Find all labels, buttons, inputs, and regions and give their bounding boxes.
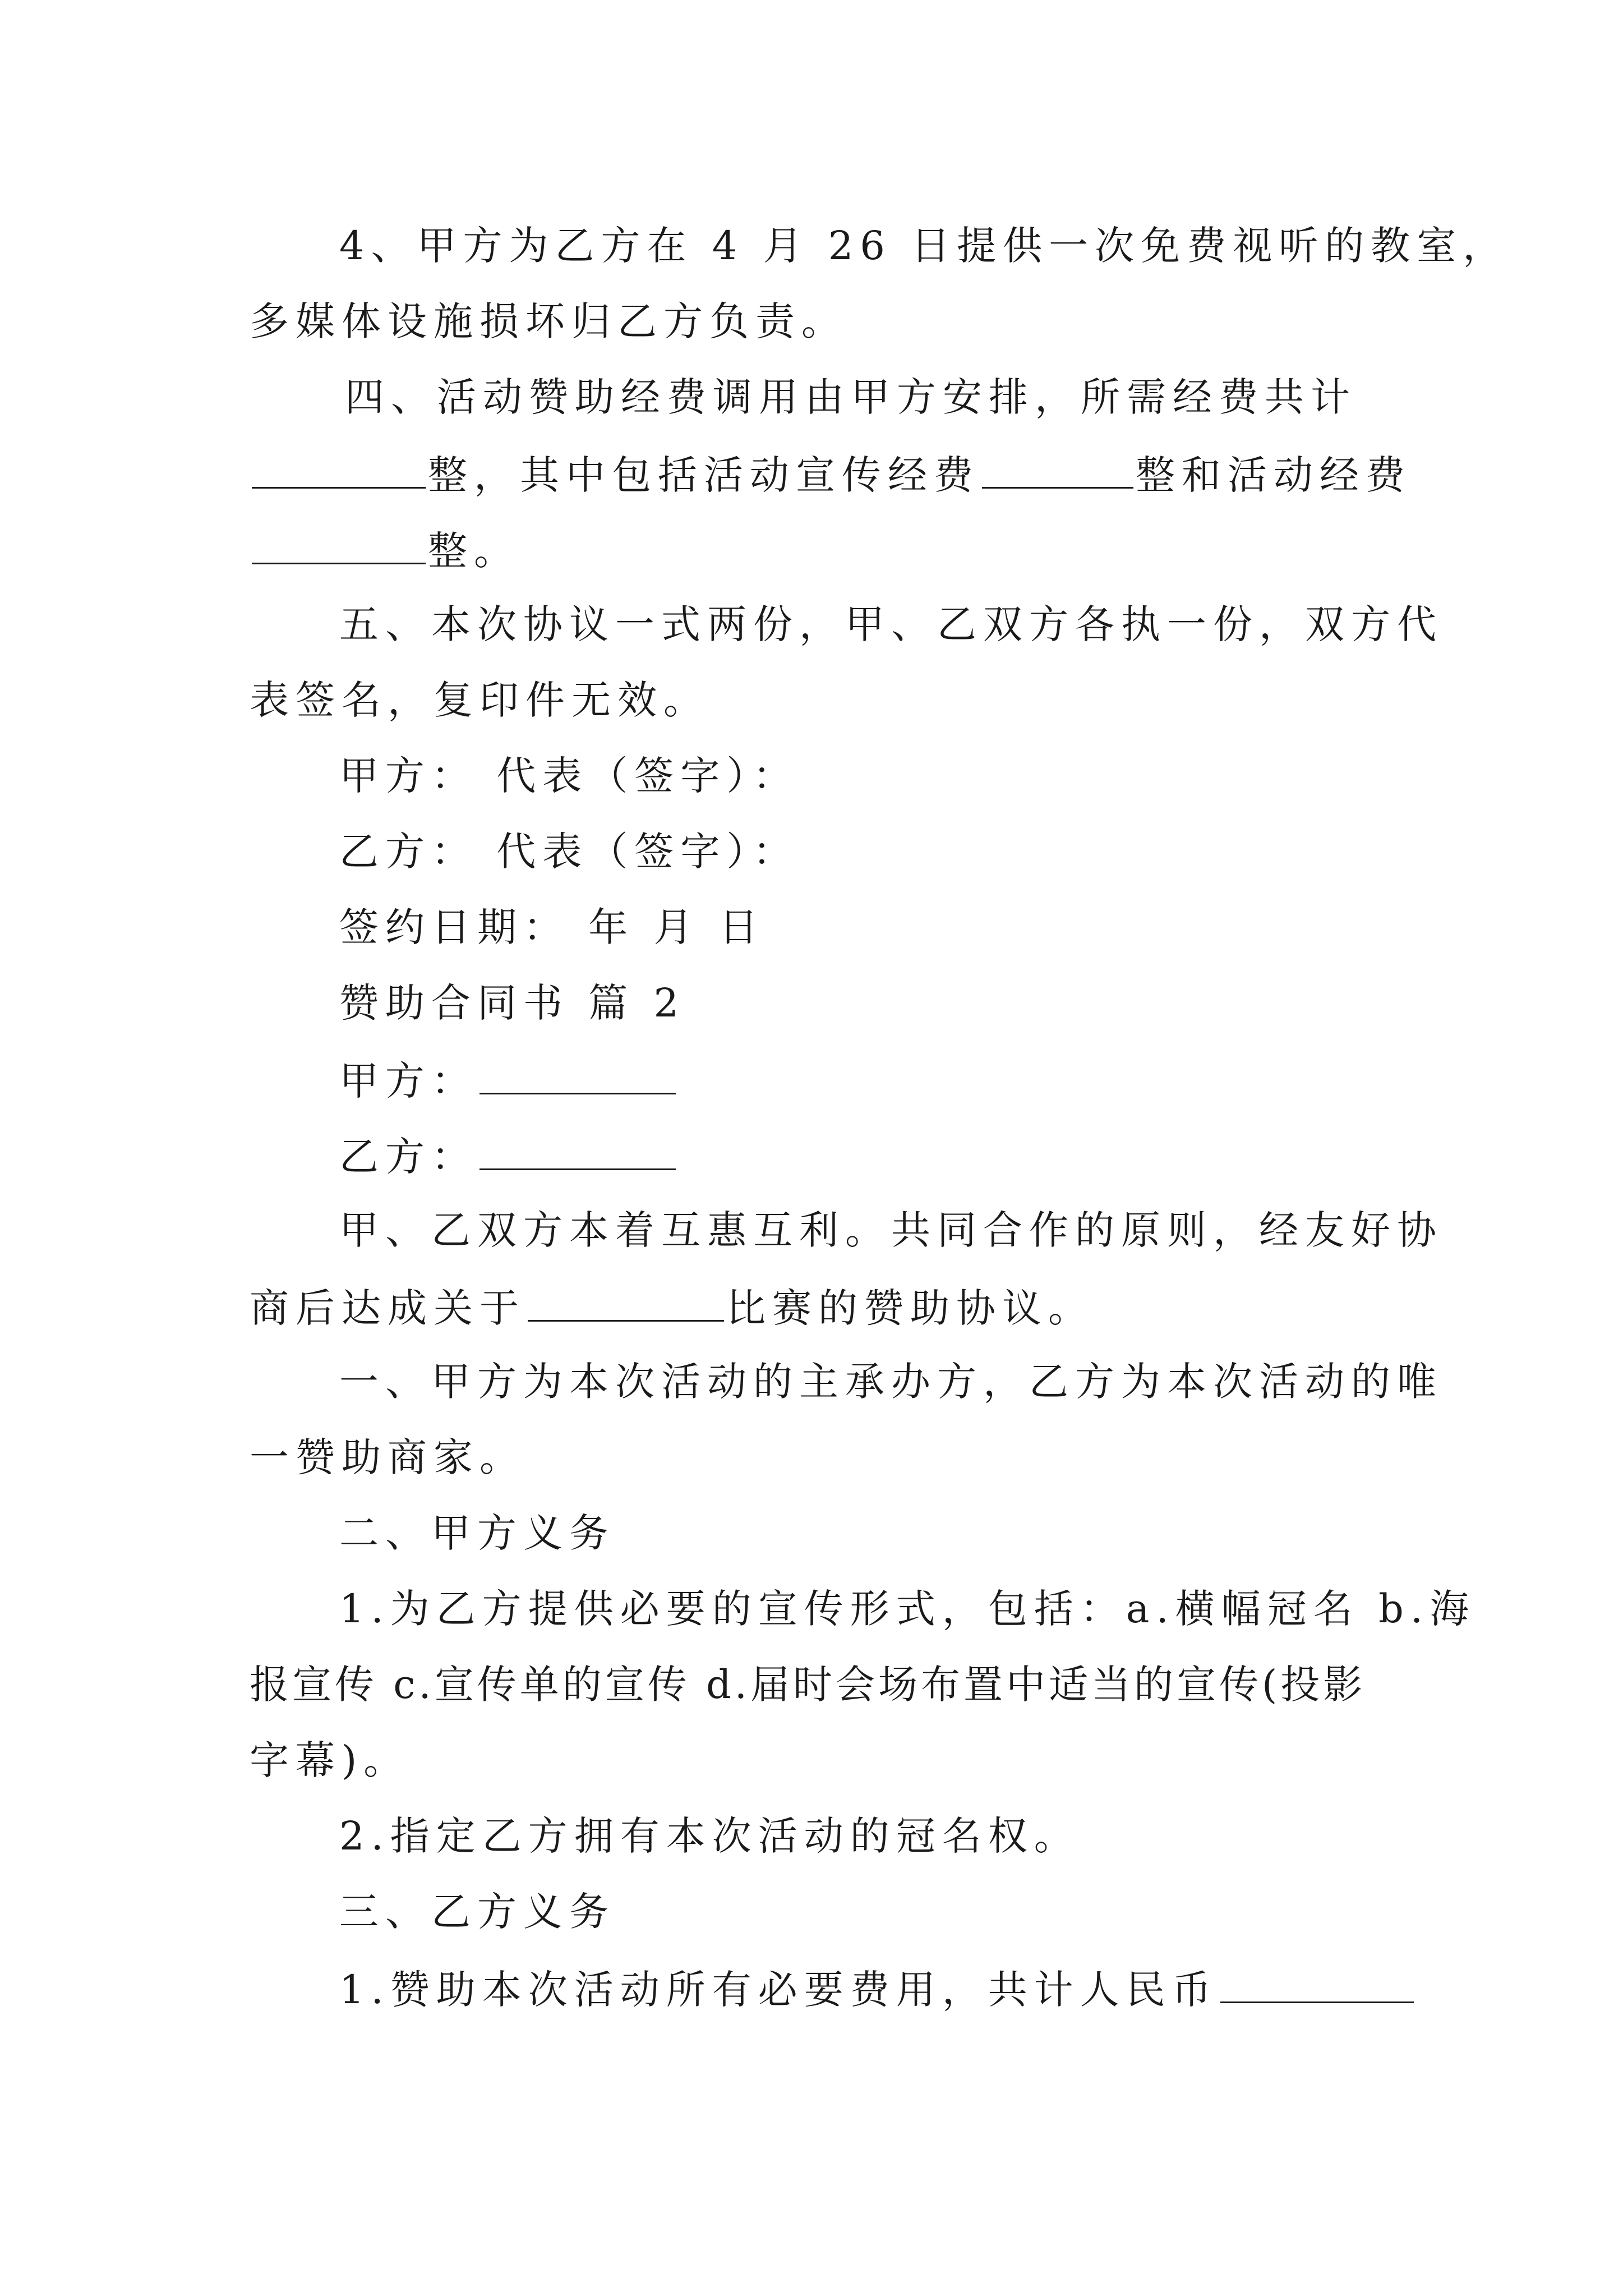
text: 多媒体设施损坏归乙方负责。 <box>250 298 847 344</box>
paragraph-line <box>0 675 1623 725</box>
paragraph-line <box>0 1659 1623 1710</box>
text: 三、乙方义务 <box>339 1889 615 1935</box>
paragraph-line <box>0 296 1623 347</box>
fill-in-blank[interactable] <box>252 448 426 489</box>
paragraph-line <box>0 523 1623 576</box>
paragraph-line <box>0 599 1623 650</box>
text: 甲、乙双方本着互惠互利。共同合作的原则，经友好协 <box>339 1207 1443 1253</box>
paragraph-line <box>0 1962 1623 2015</box>
text: 表签名，复印件无效。 <box>250 677 709 723</box>
text: 五、本次协议一式两份，甲、乙双方各执一份，双方代 <box>339 601 1443 647</box>
text: 整和活动经费 <box>1136 452 1412 498</box>
fill-in-blank[interactable] <box>252 523 426 564</box>
paragraph-line <box>0 1205 1623 1255</box>
date-line <box>0 902 1623 953</box>
text: 1.为乙方提供必要的宣传形式，包括：a.横幅冠名 b.海 <box>339 1586 1476 1632</box>
text: 1.赞助本次活动所有必要费用，共计人民币 <box>339 1967 1218 2013</box>
paragraph-line <box>0 1432 1623 1483</box>
text: 二、甲方义务 <box>339 1510 615 1556</box>
fill-in-blank[interactable] <box>982 448 1133 489</box>
text: 4、甲方为乙方在 4 月 26 日提供一次免费视听的教室， <box>339 223 1509 269</box>
text: 字幕)。 <box>250 1737 410 1783</box>
fill-in-blank[interactable] <box>528 1281 724 1322</box>
text: 2.指定乙方拥有本次活动的冠名权。 <box>339 1813 1080 1859</box>
text: 乙方： 代表（签字）： <box>339 829 799 875</box>
paragraph-line <box>0 1735 1623 1786</box>
paragraph-line <box>0 448 1623 500</box>
section-heading <box>0 1887 1623 1937</box>
paragraph-line <box>0 1281 1623 1333</box>
text: 四、活动赞助经费调用由甲方安排，所需经费共计 <box>345 374 1357 420</box>
signature-line <box>0 751 1623 801</box>
paragraph-line <box>0 1811 1623 1861</box>
text: 签约日期： 年 月 日 <box>339 904 765 950</box>
paragraph-line <box>0 372 1623 422</box>
party-b-line <box>0 1129 1623 1182</box>
paragraph-line <box>0 1356 1623 1407</box>
paragraph-line <box>0 220 1623 271</box>
text: 赞助合同书 篇 2 <box>339 980 686 1026</box>
signature-line <box>0 826 1623 877</box>
paragraph-line <box>0 1584 1623 1634</box>
text: 一赞助商家。 <box>250 1434 525 1480</box>
text: 整。 <box>428 528 520 574</box>
party-a-line <box>0 1053 1623 1106</box>
fill-in-blank[interactable] <box>479 1053 676 1094</box>
section-heading <box>0 1508 1623 1558</box>
fill-in-blank[interactable] <box>479 1129 676 1170</box>
text: 乙方： <box>339 1134 477 1180</box>
text: 甲方： <box>339 1058 477 1104</box>
text: 比赛的赞助协议。 <box>726 1285 1094 1331</box>
text: 甲方： 代表（签字）： <box>339 753 799 799</box>
fill-in-blank[interactable] <box>1220 1962 1414 2003</box>
section-title <box>0 978 1623 1028</box>
text: 报宣传 c.宣传单的宣传 d.届时会场布置中适当的宣传(投影 <box>250 1662 1366 1708</box>
text: 整，其中包括活动宣传经费 <box>428 452 980 498</box>
text: 商后达成关于 <box>250 1285 525 1331</box>
text: 一、甲方为本次活动的主承办方，乙方为本次活动的唯 <box>339 1359 1443 1405</box>
